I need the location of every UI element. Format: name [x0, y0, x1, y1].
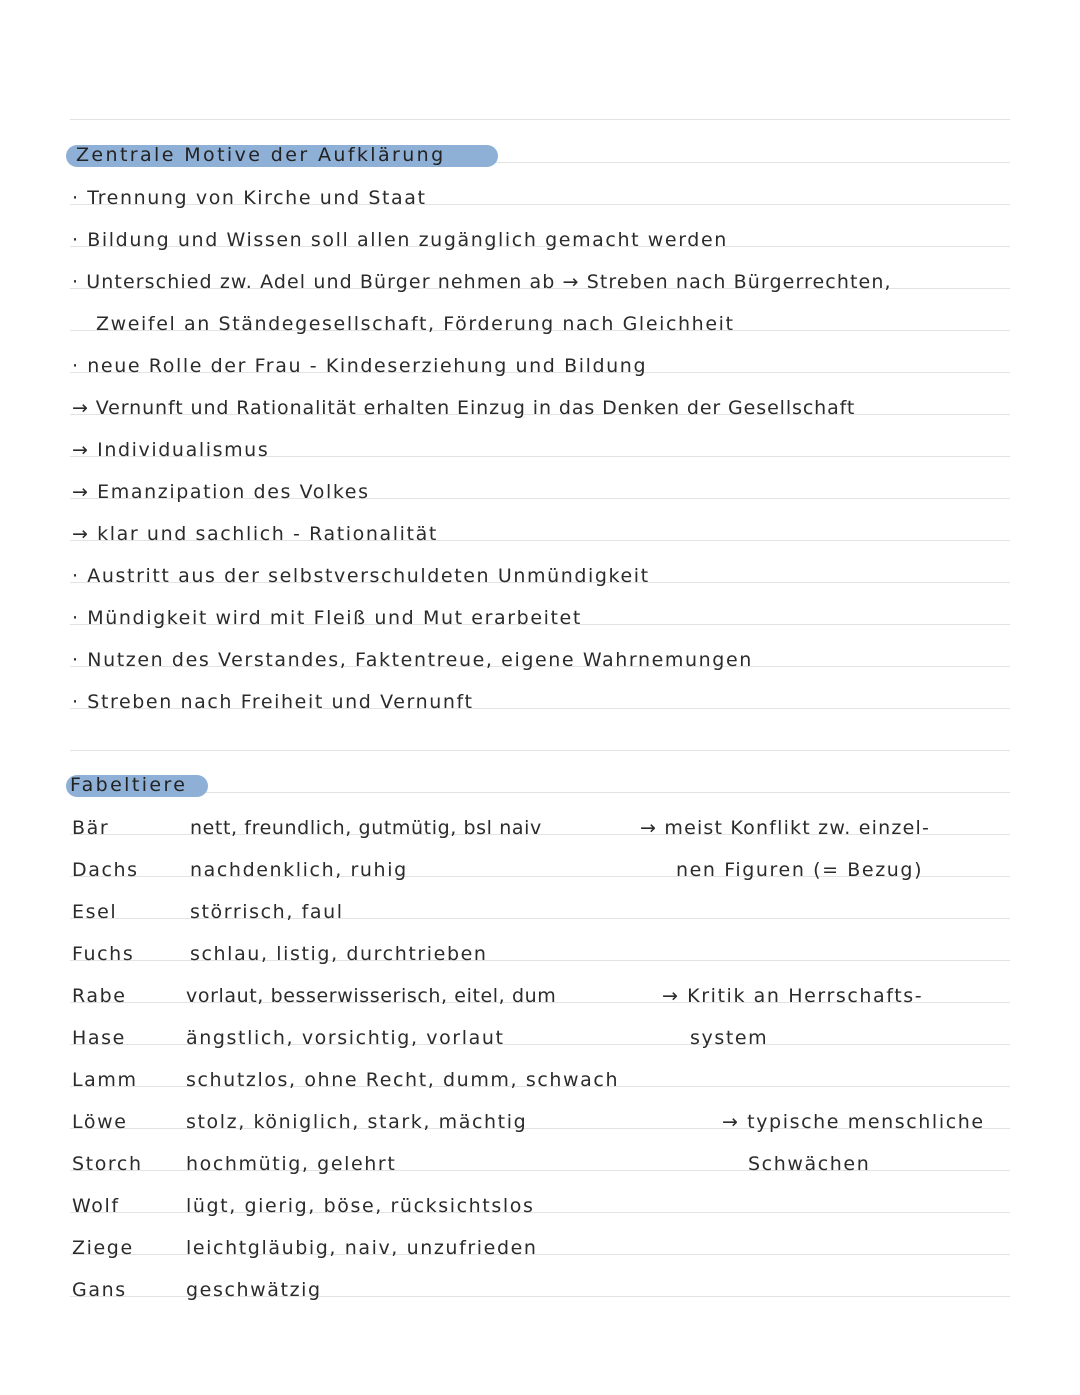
- note-weakness: → typische menschliche: [722, 1111, 985, 1133]
- note-conflict: → meist Konflikt zw. einzel-: [640, 817, 930, 839]
- list-item: · neue Rolle der Frau - Kindeserziehung und Bildung: [72, 355, 648, 377]
- animal-name: Wolf: [72, 1195, 120, 1217]
- animal-traits: lügt, gierig, böse, rücksichtslos: [186, 1195, 535, 1217]
- list-item: · Trennung von Kirche und Staat: [72, 187, 427, 209]
- list-item: · Unterschied zw. Adel und Bürger nehmen ab → Streben nach Bürgerrechten,: [72, 271, 892, 293]
- list-item: → klar und sachlich - Rationalität: [72, 523, 438, 545]
- note-weakness: Schwächen: [748, 1153, 871, 1175]
- animal-name: Ziege: [72, 1237, 134, 1259]
- animal-name: Storch: [72, 1153, 143, 1175]
- ruled-line: [70, 750, 1010, 751]
- list-item: · Mündigkeit wird mit Fleiß und Mut erarbeitet: [72, 607, 582, 629]
- animal-name: Esel: [72, 901, 118, 923]
- list-item: Zweifel an Ständegesellschaft, Förderung nach Gleichheit: [96, 313, 735, 335]
- animal-traits: nett, freundlich, gutmütig, bsl naiv: [190, 817, 542, 839]
- animal-traits: schlau, listig, durchtrieben: [190, 943, 488, 965]
- ruled-line: [70, 792, 1010, 793]
- ruled-line: [70, 119, 1010, 120]
- animal-name: Fuchs: [72, 943, 135, 965]
- animal-traits: schutzlos, ohne Recht, dumm, schwach: [186, 1069, 620, 1091]
- animal-name: Gans: [72, 1279, 127, 1301]
- animal-name: Lamm: [72, 1069, 138, 1091]
- animal-traits: vorlaut, besserwisserisch, eitel, dum: [186, 985, 557, 1007]
- animal-traits: hochmütig, gelehrt: [186, 1153, 397, 1175]
- list-item: · Bildung und Wissen soll allen zugänglich gemacht werden: [72, 229, 728, 251]
- note-critique: → Kritik an Herrschafts-: [662, 985, 924, 1007]
- animal-traits: geschwätzig: [186, 1279, 322, 1301]
- note-critique: system: [690, 1027, 769, 1049]
- animal-traits: ängstlich, vorsichtig, vorlaut: [186, 1027, 505, 1049]
- list-item: · Streben nach Freiheit und Vernunft: [72, 691, 474, 713]
- animal-name: Hase: [72, 1027, 126, 1049]
- list-item: · Austritt aus der selbstverschuldeten Unmündigkeit: [72, 565, 650, 587]
- list-item: → Individualismus: [72, 439, 270, 461]
- animal-traits: störrisch, faul: [190, 901, 344, 923]
- animal-name: Bär: [72, 817, 110, 839]
- animal-traits: stolz, königlich, stark, mächtig: [186, 1111, 528, 1133]
- note-conflict: nen Figuren (= Bezug): [676, 859, 924, 881]
- section-heading-aufklaerung: Zentrale Motive der Aufklärung: [76, 144, 446, 166]
- list-item: → Vernunft und Rationalität erhalten Einzug in das Denken der Gesellschaft: [72, 397, 856, 419]
- list-item: · Nutzen des Verstandes, Faktentreue, eigene Wahrnemungen: [72, 649, 753, 671]
- list-item: → Emanzipation des Volkes: [72, 481, 370, 503]
- animal-name: Rabe: [72, 985, 127, 1007]
- animal-name: Löwe: [72, 1111, 128, 1133]
- animal-traits: leichtgläubig, naiv, unzufrieden: [186, 1237, 538, 1259]
- animal-name: Dachs: [72, 859, 139, 881]
- section-heading-fabeltiere: Fabeltiere: [70, 774, 188, 796]
- animal-traits: nachdenklich, ruhig: [190, 859, 408, 881]
